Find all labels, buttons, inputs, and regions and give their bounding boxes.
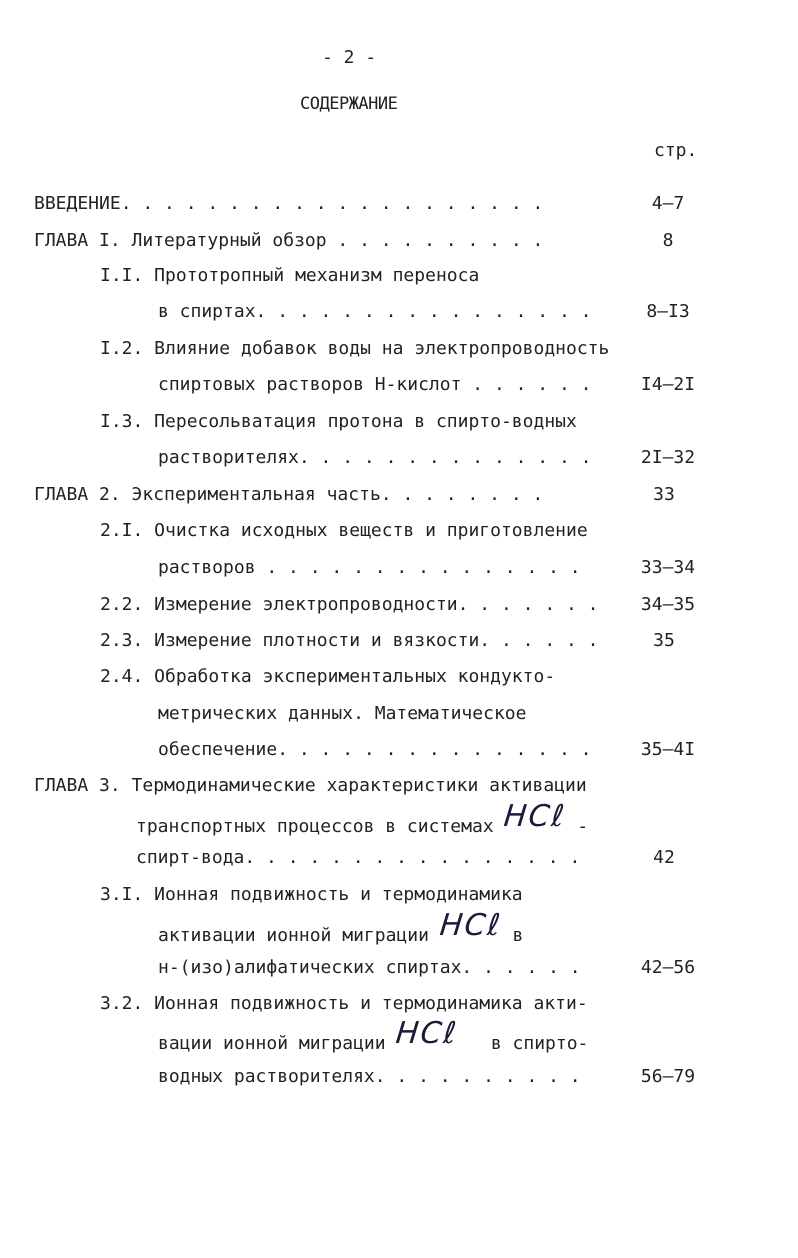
chapter-3-cont-dash: -	[577, 816, 589, 837]
section-3-2-cont-text: вации ионной миграции	[158, 1033, 386, 1054]
toc-entry-section-2-1-cont: растворов . . . . . . . . . . . . . . .	[158, 557, 581, 578]
chapter-3-cont-text: транспортных процессов в системах	[136, 816, 494, 837]
toc-entry-chapter-2: ГЛАВА 2. Экспериментальная часть. . . . . . . .	[34, 484, 544, 505]
toc-entry-section-1-3-cont: растворителях. . . . . . . . . . . . . .	[158, 447, 592, 468]
toc-entry-section-3-1-cont-1	[158, 908, 524, 948]
toc-entry-chapter-3: ГЛАВА 3. Термодинамические характеристики активации	[34, 775, 587, 796]
toc-entry-section-2-2: 2.2. Измерение электропроводности. . . . . . .	[100, 594, 599, 615]
toc-entry-section-2-4-cont-1: метрических данных. Математическое	[158, 703, 527, 724]
toc-entry-section-3-1: 3.I. Ионная подвижность и термодинамика	[100, 884, 523, 905]
toc-page-section-2-1: 33–34	[640, 557, 696, 578]
section-3-1-cont-prep: в	[512, 925, 524, 946]
toc-entry-section-3-2-cont-1	[158, 1016, 589, 1056]
page-column-header: стр.	[654, 140, 698, 161]
toc-page-section-2-3: 35	[653, 630, 675, 651]
toc-entry-section-1-2-cont: спиртовых растворов Н-кислот . . . . . .	[158, 374, 592, 395]
toc-entry-section-3-2: 3.2. Ионная подвижность и термодинамика акти-	[100, 993, 588, 1014]
toc-page-chapter-2: 33	[653, 484, 675, 505]
toc-entry-section-2-3: 2.3. Измерение плотности и вязкости. . . . . .	[100, 630, 599, 651]
toc-entry-section-1-2: I.2. Влияние добавок воды на электропроводность	[100, 338, 610, 359]
toc-entry-chapter-3-cont-2: спирт-вода. . . . . . . . . . . . . . . .	[136, 847, 581, 868]
section-3-1-cont-text: активации ионной миграции	[158, 925, 429, 946]
toc-page-section-1-1: 8–I3	[646, 301, 690, 322]
section-3-2-cont-tail: в спирто-	[490, 1033, 589, 1054]
toc-page-section-1-2: I4–2I	[640, 374, 696, 395]
page-title: СОДЕРЖАНИЕ	[300, 94, 398, 114]
toc-entry-chapter-3-cont-1	[136, 799, 589, 839]
toc-entry-section-2-1: 2.I. Очистка исходных веществ и приготовление	[100, 520, 588, 541]
handwritten-formula-hcl: HCℓ	[437, 908, 504, 943]
toc-page-section-2-2: 34–35	[640, 594, 696, 615]
page-number: - 2 -	[322, 47, 377, 68]
toc-page-section-3-1: 42–56	[640, 957, 696, 978]
toc-entry-section-1-3: I.3. Пересольватация протона в спирто-водных	[100, 411, 577, 432]
toc-page-section-2-4: 35–4I	[640, 739, 696, 760]
handwritten-formula-hcl: HCℓ	[394, 1016, 461, 1051]
toc-entry-section-1-1-cont: в спиртах. . . . . . . . . . . . . . . .	[158, 301, 592, 322]
toc-entry-chapter-1: ГЛАВА I. Литературный обзор . . . . . . . . . .	[34, 230, 544, 251]
toc-entry-section-2-4: 2.4. Обработка экспериментальных кондукто-	[100, 666, 556, 687]
toc-page-chapter-3: 42	[653, 847, 675, 868]
toc-page-section-3-2: 56–79	[640, 1066, 696, 1087]
toc-entry-section-1-1: I.I. Прототропный механизм переноса	[100, 265, 480, 286]
toc-page-introduction: 4–7	[651, 193, 685, 214]
toc-page-section-1-3: 2I–32	[640, 447, 696, 468]
toc-entry-section-2-4-cont-2: обеспечение. . . . . . . . . . . . . . .	[158, 739, 592, 760]
toc-entry-section-3-1-cont-2: н-(изо)алифатических спиртах. . . . . .	[158, 957, 581, 978]
toc-entry-section-3-2-cont-2: водных растворителях. . . . . . . . . .	[158, 1066, 581, 1087]
handwritten-formula-hcl: HCℓ	[502, 799, 569, 834]
toc-entry-introduction: ВВЕДЕНИЕ. . . . . . . . . . . . . . . . . . . .	[34, 193, 544, 214]
toc-page-chapter-1: 8	[662, 230, 674, 251]
